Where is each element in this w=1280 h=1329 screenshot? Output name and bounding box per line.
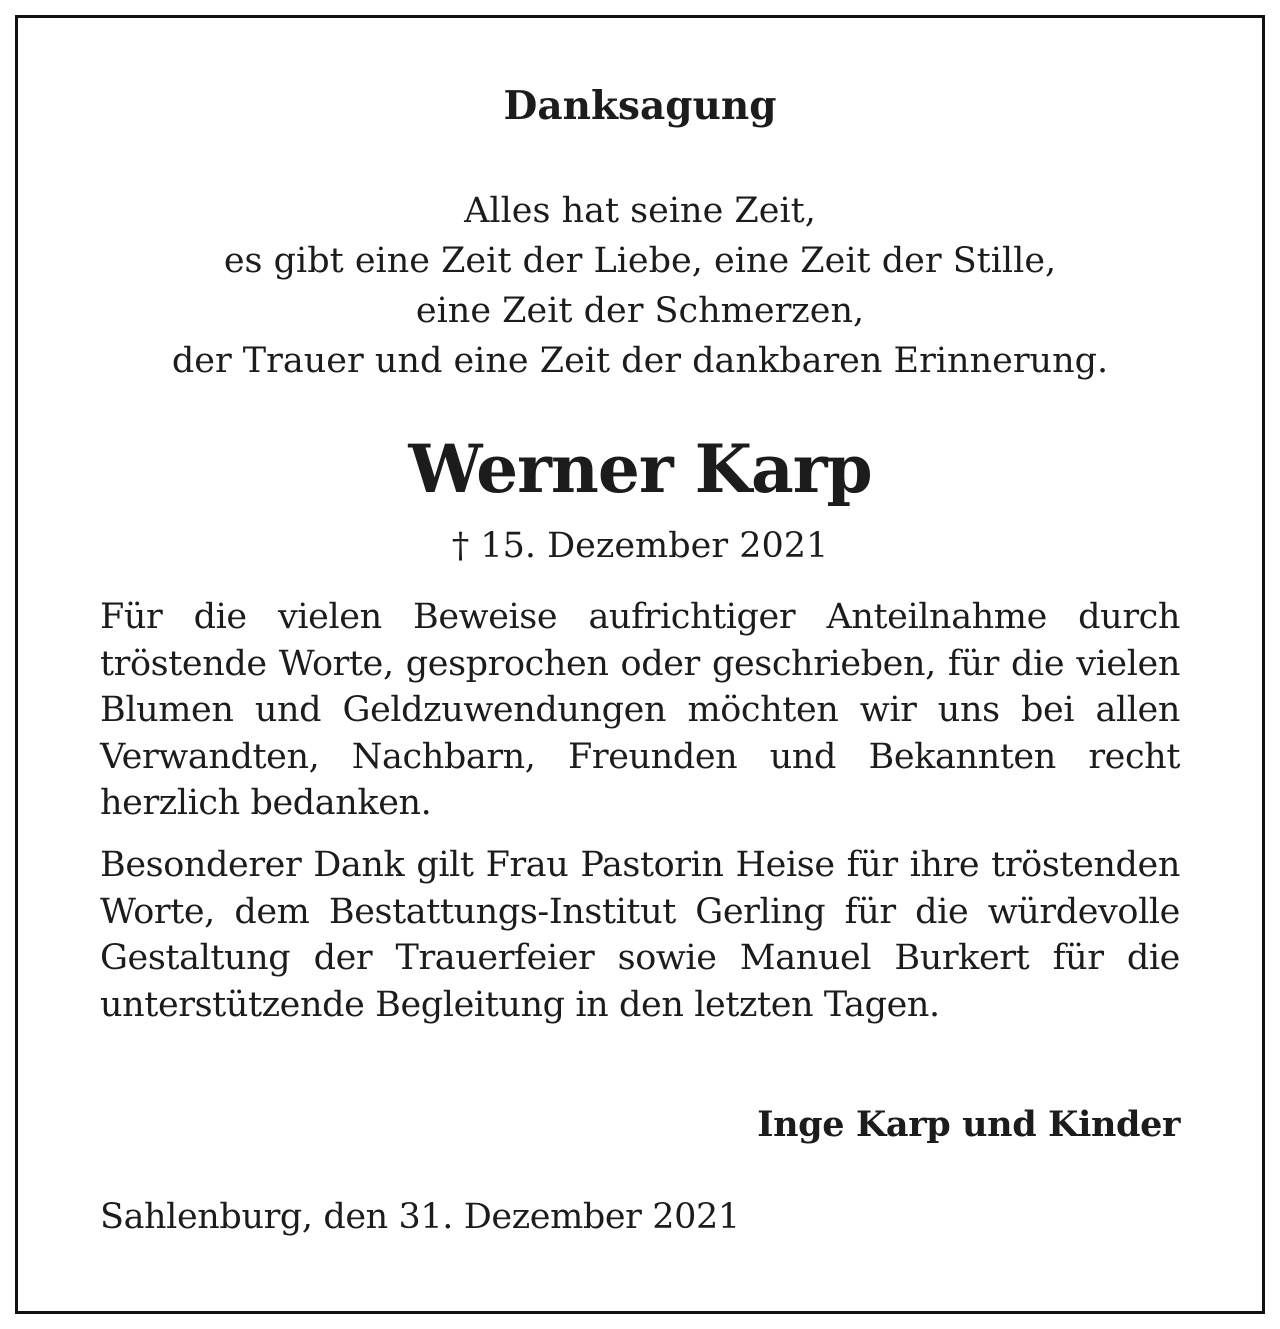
death-date: † 15. Dezember 2021 [451,526,829,566]
special-thanks-paragraph: Besonderer Dank gilt Frau Pastorin Heise für ihre tröstenden Worte, dem Bestattungs-Institut Gerling für die würdevolle Gestaltung der Trauerfeier sowie Manuel Burkert für die unterstützende Begleitung in den letzten Tagen. [100,845,1180,1025]
notice-heading: Danksagung [503,83,777,129]
poem-line: Alles hat seine Zeit, [464,191,816,231]
signature: Inge Karp und Kinder [757,1104,1180,1145]
place-and-date: Sahlenburg, den 31. Dezember 2021 [100,1197,740,1237]
poem-line: eine Zeit der Schmerzen, [415,291,865,331]
thanks-paragraph: Für die vielen Beweise aufrichtiger Anteilnahme durch tröstende Worte, gesprochen oder geschrieben, für die vielen Blumen und Geldzuwendungen möchten wir uns bei allen Verwandten, Nachbarn, Freunden und Bekannten recht herzlich bedanken. [100,597,1180,823]
poem-block [0,186,1280,386]
poem-line: der Trauer und eine Zeit der dankbaren Erinnerung. [171,341,1109,381]
poem-line: es gibt eine Zeit der Liebe, eine Zeit der Stille, [223,241,1057,281]
deceased-name: Werner Karp [408,430,872,508]
